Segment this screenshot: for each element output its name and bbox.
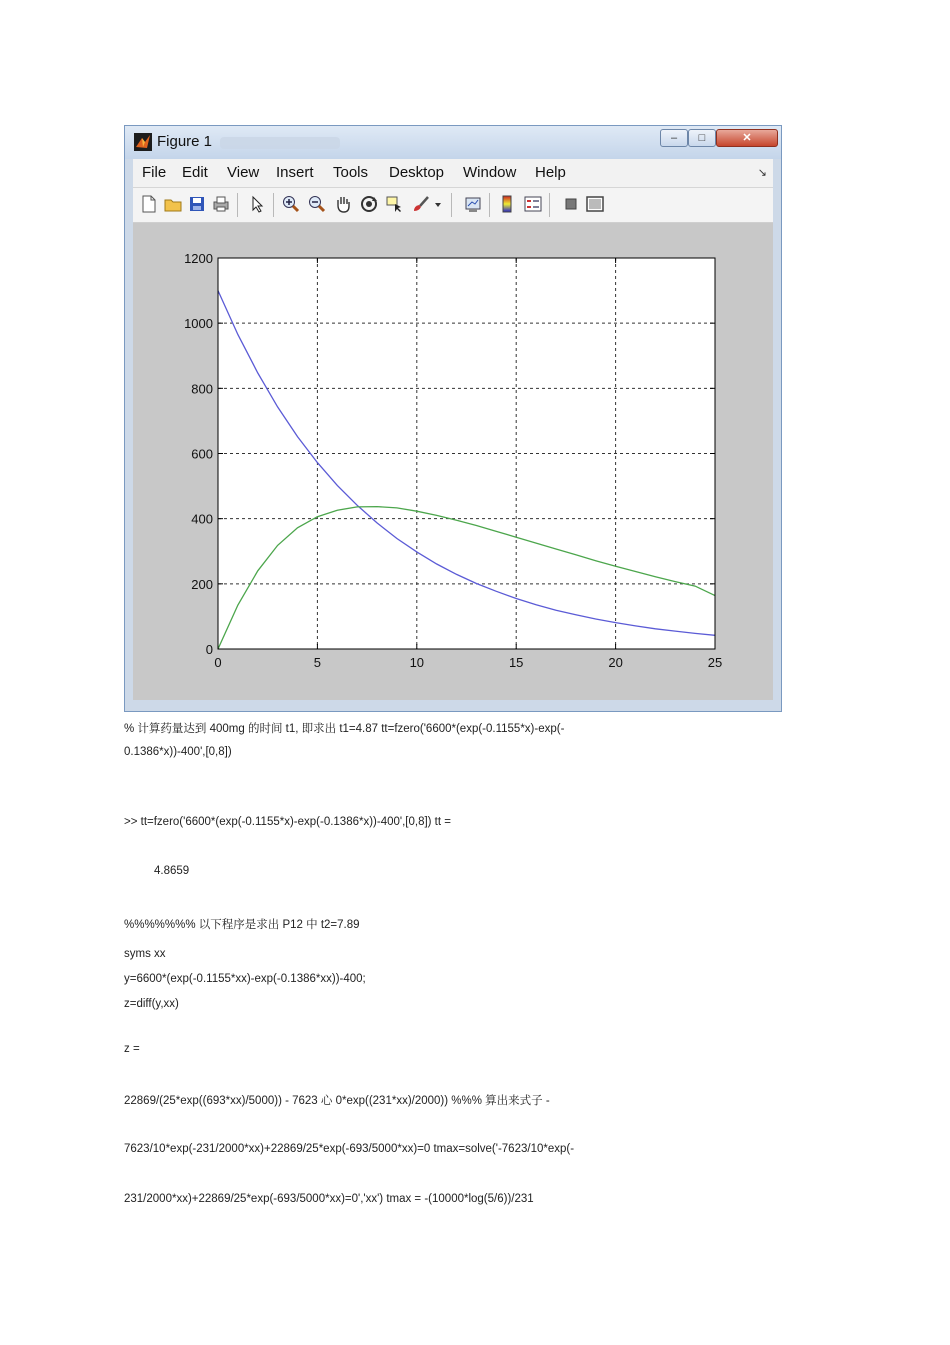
brush-icon[interactable]: [411, 194, 431, 214]
title-bar[interactable]: [125, 126, 781, 159]
minimize-button[interactable]: –: [660, 129, 688, 147]
toolbar-separator: [489, 193, 490, 217]
y-tick-label: 800: [191, 381, 213, 397]
y-tick-label: 0: [205, 642, 213, 657]
menu-window[interactable]: Window: [463, 164, 517, 181]
colorbar-icon[interactable]: [497, 194, 517, 214]
open-file-icon[interactable]: [163, 194, 183, 214]
select-arrow-icon[interactable]: [247, 194, 267, 214]
zoom-out-icon[interactable]: [307, 194, 327, 214]
menu-view[interactable]: View: [227, 164, 260, 181]
figure-toolbar: [133, 188, 773, 223]
doc-line-12: 231/2000*xx)+22869/25*exp(-693/5000*xx)=0','xx') tmax = -(10000*log(5/6))/231: [124, 1193, 534, 1205]
x-tick-label: 10: [409, 655, 425, 670]
toolbar-separator: [451, 193, 452, 217]
doc-line-6: syms xx: [124, 948, 166, 960]
figure-window: [124, 125, 782, 712]
doc-line-5: %%%%%%% 以下程序是求出 P12 中 t2=7.89: [124, 919, 360, 931]
save-icon[interactable]: [187, 194, 207, 214]
toolbar-separator: [237, 193, 238, 217]
doc-line-4: 4.8659: [154, 865, 190, 877]
x-tick-label: 25: [707, 655, 723, 670]
hide-plot-tools-icon[interactable]: [561, 194, 581, 214]
zoom-in-icon[interactable]: [281, 194, 301, 214]
rotate-3d-icon[interactable]: [359, 194, 379, 214]
dock-arrow-icon[interactable]: ↘: [757, 167, 767, 179]
toolbar-separator: [549, 193, 550, 217]
blurred-title-area: [220, 137, 340, 149]
menu-edit[interactable]: Edit: [182, 164, 208, 181]
y-tick-label: 600: [191, 446, 213, 462]
doc-line-3: >> tt=fzero('6600*(exp(-0.1155*x)-exp(-0.1386*x))-400',[0,8]) tt =: [124, 816, 451, 828]
matlab-logo-icon: [134, 133, 152, 151]
maximize-button[interactable]: □: [688, 129, 716, 147]
menu-desktop[interactable]: Desktop: [389, 164, 445, 181]
legend-icon[interactable]: [523, 194, 543, 214]
show-plot-tools-icon[interactable]: [585, 194, 605, 214]
brush-dropdown-icon[interactable]: [433, 194, 443, 214]
x-tick-label: 15: [508, 655, 524, 670]
line-chart: [133, 223, 775, 702]
toolbar-separator: [273, 193, 274, 217]
x-tick-label: 20: [608, 655, 623, 670]
doc-line-2: 0.1386*x))-400',[0,8]): [124, 746, 232, 758]
doc-line-9: z =: [124, 1043, 140, 1055]
menu-file[interactable]: File: [142, 164, 167, 181]
doc-line-10: 22869/(25*exp((693*xx)/5000)) - 7623 心 0*exp((231*xx)/2000)) %%% 算出来式子 -: [124, 1095, 550, 1107]
pan-hand-icon[interactable]: [333, 194, 353, 214]
y-tick-label: 1000: [184, 316, 213, 332]
doc-line-8: z=diff(y,xx): [124, 998, 179, 1010]
print-icon[interactable]: [211, 194, 231, 214]
y-tick-label: 1200: [184, 251, 213, 266]
menu-insert[interactable]: Insert: [276, 164, 314, 181]
doc-line-1: % 计算药量达到 400mg 的时间 t1, 即求出 t1=4.87 tt=fzero('6600*(exp(-0.1155*x)-exp(-: [124, 723, 565, 735]
link-plot-icon[interactable]: [463, 194, 483, 214]
menu-tools[interactable]: Tools: [333, 164, 369, 181]
window-title: Figure 1: [157, 133, 213, 150]
menu-help[interactable]: Help: [535, 164, 566, 181]
x-tick-label: 5: [313, 655, 322, 670]
doc-line-11: 7623/10*exp(-231/2000*xx)+22869/25*exp(-693/5000*xx)=0 tmax=solve('-7623/10*exp(-: [124, 1143, 575, 1155]
y-tick-label: 400: [191, 511, 213, 527]
doc-line-7: y=6600*(exp(-0.1155*xx)-exp(-0.1386*xx))-400;: [124, 973, 366, 985]
menu-bar: [133, 159, 773, 188]
figure-canvas: [133, 223, 773, 700]
new-figure-icon[interactable]: [139, 194, 159, 214]
data-cursor-icon[interactable]: [385, 194, 405, 214]
y-tick-label: 200: [191, 576, 213, 592]
close-button[interactable]: ✕: [716, 129, 778, 147]
x-tick-label: 0: [214, 655, 222, 670]
